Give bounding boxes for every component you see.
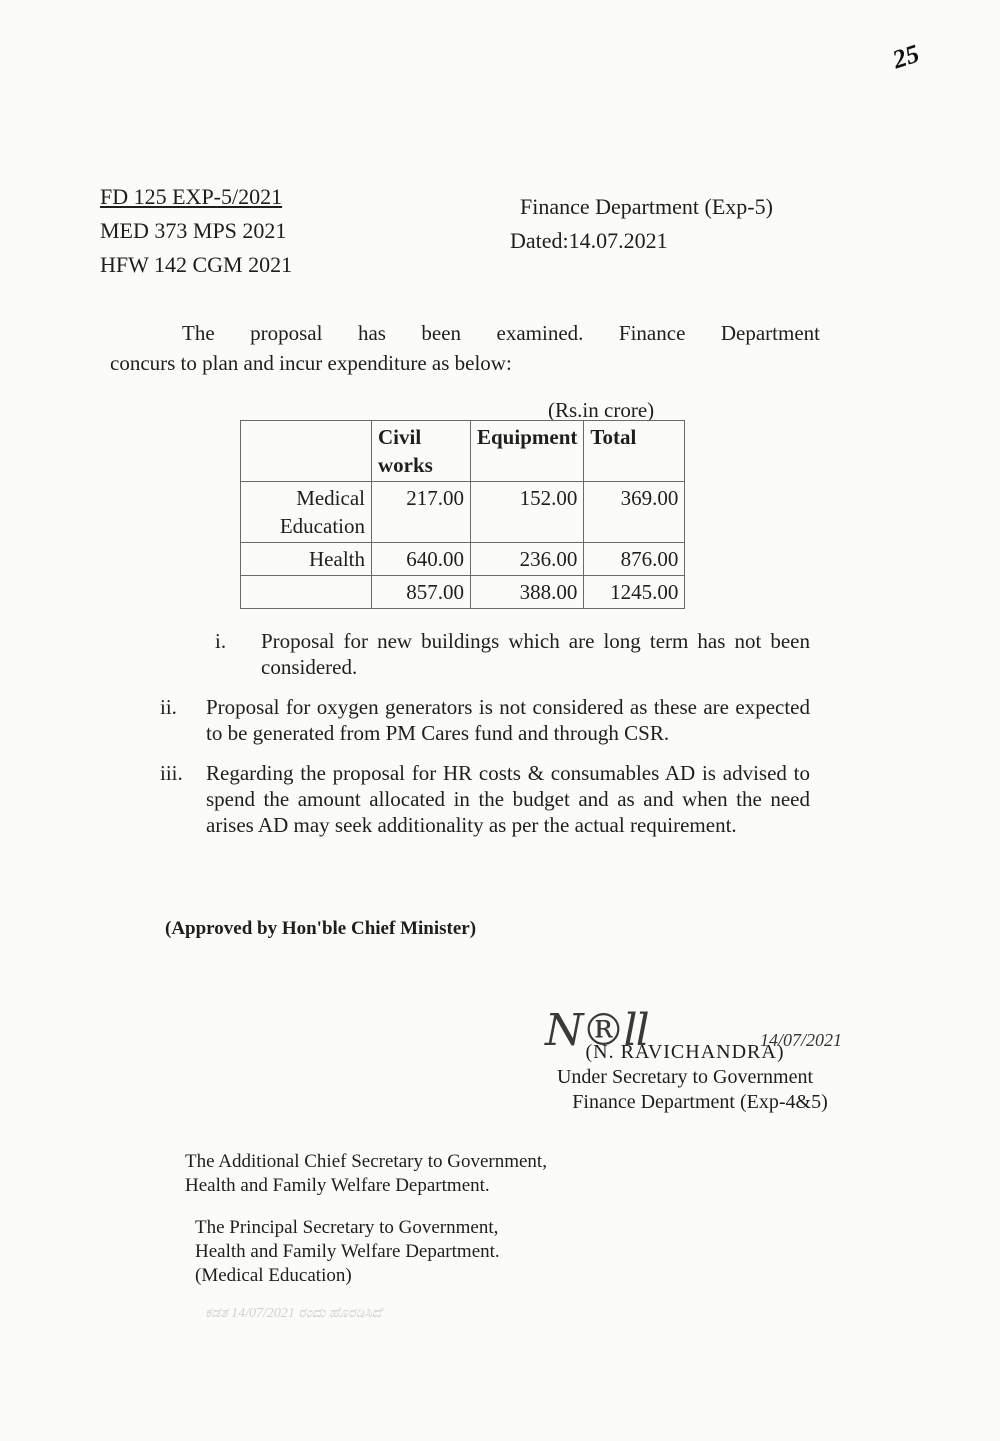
- table-unit: (Rs.in crore): [548, 398, 655, 422]
- department-name: Finance Department (Exp-5): [520, 194, 773, 219]
- signatory-designation: Under Secretary to Government: [556, 1066, 813, 1088]
- expenditure-table: [240, 420, 685, 609]
- cell-total: 876.00: [584, 543, 685, 576]
- cell-total: 1245.00: [584, 576, 685, 609]
- table-row: [241, 482, 685, 543]
- faint-stamp-text: ಕಡತ 14/07/2021 ರಂದು ಹೊರಡಿಸಿದೆ: [205, 1306, 382, 1321]
- note-number: ii.: [160, 695, 177, 719]
- row-label: Health: [241, 543, 372, 576]
- note-item: [160, 628, 810, 680]
- recipient-line: Health and Family Welfare Department.: [185, 1175, 490, 1196]
- cell-equipment: 152.00: [471, 482, 584, 543]
- note-text: Proposal for new buildings which are long term has not been considered.: [261, 629, 810, 679]
- note-text: Proposal for oxygen generators is not considered as these are expected to be generated from PM Cares fund and through CSR.: [206, 695, 810, 745]
- note-number: iii.: [160, 761, 183, 785]
- cell-civil: 857.00: [372, 576, 471, 609]
- table-header-equipment: Equipment: [471, 421, 584, 482]
- cell-civil: 640.00: [372, 543, 471, 576]
- department-block: [510, 190, 773, 258]
- recipients: [185, 1150, 547, 1306]
- reference-hfw: HFW 142 CGM 2021: [100, 252, 293, 277]
- note-text: Regarding the proposal for HR costs & consumables AD is advised to spend the amount allocated in the budget and as and when the need arises AD may seek additionality as per the actual requirement.: [206, 761, 810, 837]
- cell-total: 369.00: [584, 482, 685, 543]
- note-number: i.: [215, 629, 227, 653]
- recipient-line: The Principal Secretary to Government,: [195, 1217, 499, 1238]
- reference-numbers: [100, 180, 292, 282]
- notes-list: [160, 628, 810, 852]
- intro-line-2: concurs to plan and incur expenditure as below:: [110, 351, 512, 375]
- signatory-block: [540, 1040, 830, 1115]
- signature-scribble: N®ll: [545, 1005, 648, 1056]
- table-header-row: [241, 421, 685, 482]
- table-row: [241, 543, 685, 576]
- table-header-civil: Civil works: [372, 421, 471, 482]
- table-header-blank: [241, 421, 372, 482]
- cell-civil: 217.00: [372, 482, 471, 543]
- note-item: [160, 760, 810, 838]
- page-number: 25: [889, 38, 923, 75]
- signature-date: 14/07/2021: [760, 1030, 843, 1050]
- recipient-line: The Additional Chief Secretary to Government,: [185, 1151, 547, 1172]
- recipient-line: (Medical Education): [195, 1265, 352, 1286]
- row-label: [241, 576, 372, 609]
- intro-paragraph: [110, 318, 820, 378]
- row-label: Medical Education: [241, 482, 372, 543]
- table-header-total: Total: [584, 421, 685, 482]
- reference-med: MED 373 MPS 2021: [100, 218, 287, 243]
- recipient: [185, 1216, 547, 1288]
- signatory-name: (N. RAVICHANDRA): [585, 1041, 785, 1063]
- approval-note: (Approved by Hon'ble Chief Minister): [165, 918, 477, 939]
- signatory-office: Finance Department (Exp-4&5): [572, 1091, 828, 1113]
- table-row-total: [241, 576, 685, 609]
- cell-equipment: 388.00: [471, 576, 584, 609]
- recipient: [185, 1150, 547, 1198]
- recipient-line: Health and Family Welfare Department.: [195, 1241, 500, 1262]
- note-item: [160, 694, 810, 746]
- dated: Dated:14.07.2021: [510, 228, 668, 253]
- intro-line-1: The proposal has been examined. Finance Department: [182, 321, 820, 345]
- cell-equipment: 236.00: [471, 543, 584, 576]
- reference-fd: FD 125 EXP-5/2021: [100, 184, 283, 209]
